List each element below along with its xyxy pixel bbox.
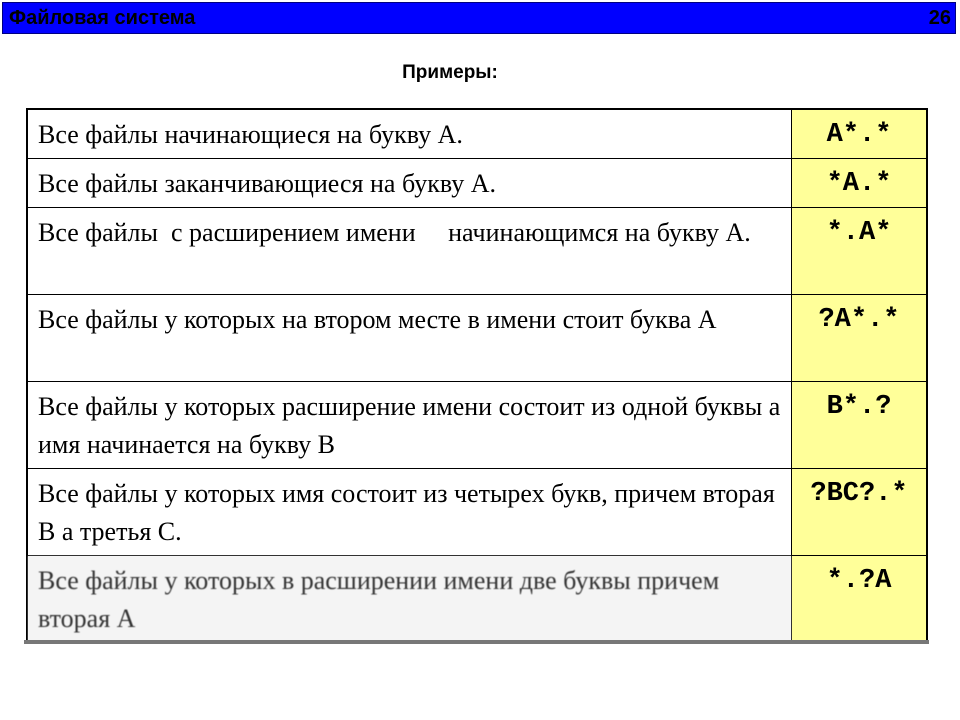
row-description: Все файлы у которых в расширении имени две буквы причем вторая А (27, 556, 792, 644)
row-description: Все файлы начинающиеся на букву А. (27, 109, 792, 159)
row-mask: B*.? (792, 382, 928, 469)
page-number: 26 (928, 6, 951, 29)
row-mask: A*.* (792, 109, 928, 159)
table-row (27, 159, 927, 208)
section-heading: Примеры: (402, 62, 498, 83)
row-description: Все файлы у которых на втором месте в имени стоит буква А (27, 295, 792, 382)
title-bar (2, 2, 956, 34)
row-description: Все файлы с расширением имени начинающимся на букву А. (27, 208, 792, 295)
row-mask: ?A*.* (792, 295, 928, 382)
row-mask: *A.* (792, 159, 928, 208)
table-row (27, 469, 927, 556)
table-row (27, 295, 927, 382)
table-shadow (24, 640, 929, 644)
slide-title: Файловая система (9, 6, 196, 29)
row-mask: *.?A (792, 556, 928, 644)
row-mask: ?BC?.* (792, 469, 928, 556)
table-row (27, 109, 927, 159)
row-description: Все файлы у которых расширение имени состоит из одной буквы а имя начинается на букву В (27, 382, 792, 469)
examples-table (26, 108, 928, 644)
row-description: Все файлы у которых имя состоит из четырех букв, причем вторая В а третья С. (27, 469, 792, 556)
table-row (27, 556, 927, 644)
table-row (27, 382, 927, 469)
row-description: Все файлы заканчивающиеся на букву А. (27, 159, 792, 208)
row-mask: *.A* (792, 208, 928, 295)
table-row (27, 208, 927, 295)
